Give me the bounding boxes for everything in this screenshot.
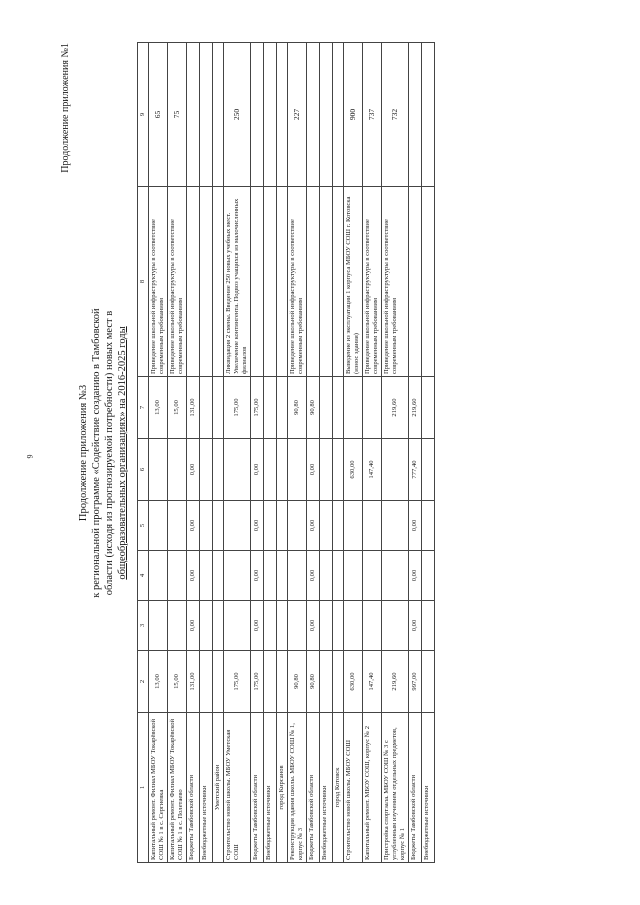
budget-row <box>187 42 200 862</box>
cell-col-6 <box>264 438 277 500</box>
cell-col-9 <box>264 42 277 186</box>
cell-col-2 <box>320 650 333 712</box>
empty-cell <box>213 500 224 550</box>
cell-col-3 <box>288 600 307 650</box>
empty-cell <box>333 500 344 550</box>
cell-col-6 <box>320 438 333 500</box>
cell-col-8 <box>187 186 200 376</box>
cell-col-9 <box>251 42 264 186</box>
cell-col-6: 147,40 <box>363 438 382 500</box>
rotated-page-content <box>60 43 580 863</box>
cell-col-8 <box>200 186 213 376</box>
empty-cell <box>277 376 288 438</box>
table-row <box>288 42 307 862</box>
cell-col-7: 219,60 <box>382 376 409 438</box>
cell-col-3: 0,00 <box>307 600 320 650</box>
cell-col-2: 219,60 <box>382 650 409 712</box>
cell-col-7 <box>320 376 333 438</box>
cell-col-4 <box>382 550 409 600</box>
cell-col-2: 90,80 <box>307 650 320 712</box>
section-row <box>333 42 344 862</box>
empty-cell <box>277 438 288 500</box>
header-cell: 1 <box>138 712 149 862</box>
empty-cell <box>213 42 224 186</box>
empty-cell <box>277 186 288 376</box>
budget-row <box>251 42 264 862</box>
cell-col-5 <box>200 500 213 550</box>
cell-col-3 <box>168 600 187 650</box>
cell-col-1: Бюджеты Тамбовской области <box>251 712 264 862</box>
title-line: Продолжение приложения №3 <box>78 384 89 521</box>
cell-col-5 <box>320 500 333 550</box>
cell-col-3 <box>344 600 363 650</box>
header-cell: 6 <box>138 438 149 500</box>
title-line: общеобразовательных организациях» на 2016-2025 годы <box>117 325 128 580</box>
cell-col-4 <box>200 550 213 600</box>
cell-col-3: 0,00 <box>251 600 264 650</box>
header-cell: 2 <box>138 650 149 712</box>
cell-col-4 <box>168 550 187 600</box>
cell-col-1: Капитальный ремонт. Филиал МБОУ Токарёвской СОШ № 1 в с. Полетаево <box>168 712 187 862</box>
section-title: город Котовск <box>333 712 344 862</box>
cell-col-7: 219,60 <box>409 376 422 438</box>
cell-col-1: Капитальный ремонт. Филиал МБОУ Токарёвской СОШ № 1 в с. Сергиевка <box>149 712 168 862</box>
cell-col-8 <box>422 186 435 376</box>
table-title <box>77 43 129 863</box>
cell-col-2: 175,00 <box>224 650 251 712</box>
cell-col-6 <box>422 438 435 500</box>
cell-col-7: 175,00 <box>224 376 251 438</box>
cell-col-4 <box>363 550 382 600</box>
cell-col-4 <box>149 550 168 600</box>
cell-col-9: 65 <box>149 42 168 186</box>
cell-col-3 <box>363 600 382 650</box>
empty-cell <box>213 438 224 500</box>
cell-col-6 <box>149 438 168 500</box>
empty-cell <box>333 438 344 500</box>
cell-col-6: 630,00 <box>344 438 363 500</box>
cell-col-1: Внебюджетные источники <box>320 712 333 862</box>
cell-col-8 <box>409 186 422 376</box>
cell-col-6 <box>288 438 307 500</box>
cell-col-1: Внебюджетные источники <box>200 712 213 862</box>
cell-col-1: Бюджеты Тамбовской области <box>187 712 200 862</box>
cell-col-5: 0,00 <box>251 500 264 550</box>
extrabudget-row <box>200 42 213 862</box>
cell-col-5 <box>422 500 435 550</box>
extrabudget-row <box>422 42 435 862</box>
title-line: к региональной программе «Содействие созданию в Тамбовской <box>91 307 102 598</box>
cell-col-8: Ликвидация 2 смены. Введение 250 новых учебных мест. Увеличение контингента. Подвоз учащихся из малочисленных филиалов <box>224 186 251 376</box>
cell-col-9 <box>187 42 200 186</box>
empty-cell <box>277 550 288 600</box>
cell-col-8: Приведение школьной инфраструктуры в соответствие современным требованиям <box>363 186 382 376</box>
cell-col-9: 737 <box>363 42 382 186</box>
cell-col-3: 0,00 <box>187 600 200 650</box>
cell-col-2 <box>200 650 213 712</box>
header-cell: 5 <box>138 500 149 550</box>
cell-col-1: Строительство новой школы. МБОУ Уметская СОШ <box>224 712 251 862</box>
table-row <box>382 42 409 862</box>
header-cell: 8 <box>138 186 149 376</box>
cell-col-7: 131,00 <box>187 376 200 438</box>
empty-cell <box>333 550 344 600</box>
cell-col-5 <box>363 500 382 550</box>
extrabudget-row <box>264 42 277 862</box>
empty-cell <box>277 650 288 712</box>
empty-cell <box>213 550 224 600</box>
cell-col-6 <box>224 438 251 500</box>
cell-col-9: 75 <box>168 42 187 186</box>
cell-col-5 <box>224 500 251 550</box>
cell-col-5: 0,00 <box>307 500 320 550</box>
cell-col-1: Внебюджетные источники <box>422 712 435 862</box>
cell-col-8 <box>320 186 333 376</box>
cell-col-9: 227 <box>288 42 307 186</box>
cell-col-8: Приведение школьной инфраструктуры в соответствие современным требованиям <box>168 186 187 376</box>
header-cell: 9 <box>138 42 149 186</box>
empty-cell <box>213 600 224 650</box>
cell-col-4: 0,00 <box>409 550 422 600</box>
table-row <box>149 42 168 862</box>
cell-col-2: 630,00 <box>344 650 363 712</box>
cell-col-5 <box>264 500 277 550</box>
title-line: области (исходя из прогнозируемой потребности) новых мест в <box>104 310 115 595</box>
cell-col-2: 175,00 <box>251 650 264 712</box>
table-row <box>363 42 382 862</box>
cell-col-8: Приведение школьной инфраструктуры в соответствие современным требованиям <box>288 186 307 376</box>
cell-col-3 <box>422 600 435 650</box>
budget-row <box>307 42 320 862</box>
cell-col-6: 0,00 <box>251 438 264 500</box>
cell-col-4: 0,00 <box>307 550 320 600</box>
cell-col-2: 131,00 <box>187 650 200 712</box>
section-title: Уметский район <box>213 712 224 862</box>
cell-col-1: Внебюджетные источники <box>264 712 277 862</box>
cell-col-9 <box>422 42 435 186</box>
cell-col-2 <box>264 650 277 712</box>
cell-col-9 <box>200 42 213 186</box>
empty-cell <box>333 600 344 650</box>
cell-col-7 <box>200 376 213 438</box>
cell-col-4 <box>224 550 251 600</box>
cell-col-6 <box>168 438 187 500</box>
cell-col-9: 732 <box>382 42 409 186</box>
cell-col-9 <box>307 42 320 186</box>
cell-col-4 <box>288 550 307 600</box>
table-row <box>344 42 363 862</box>
empty-cell <box>213 186 224 376</box>
cell-col-4 <box>422 550 435 600</box>
section-row <box>213 42 224 862</box>
header-cell: 7 <box>138 376 149 438</box>
cell-col-8 <box>307 186 320 376</box>
cell-col-5: 0,00 <box>187 500 200 550</box>
cell-col-3 <box>200 600 213 650</box>
section-title: город Кирсанов <box>277 712 288 862</box>
cell-col-7 <box>422 376 435 438</box>
cell-col-8 <box>264 186 277 376</box>
cell-col-5: 0,00 <box>409 500 422 550</box>
cell-col-5 <box>149 500 168 550</box>
empty-cell <box>277 600 288 650</box>
cell-col-7 <box>344 376 363 438</box>
table-body <box>149 42 435 862</box>
header-cell: 4 <box>138 550 149 600</box>
cell-col-4 <box>264 550 277 600</box>
cell-col-9 <box>409 42 422 186</box>
cell-col-7: 13,00 <box>149 376 168 438</box>
cell-col-2: 90,80 <box>288 650 307 712</box>
table-row <box>168 42 187 862</box>
cell-col-4: 0,00 <box>251 550 264 600</box>
cell-col-2 <box>422 650 435 712</box>
continuation-label: Продолжение приложения №1 <box>60 42 71 173</box>
cell-col-9: 900 <box>344 42 363 186</box>
cell-col-7: 15,00 <box>168 376 187 438</box>
section-row <box>277 42 288 862</box>
extrabudget-row <box>320 42 333 862</box>
cell-col-8: Приведение школьной инфраструктуры в соответствие современным требованиям <box>382 186 409 376</box>
header-cell: 3 <box>138 600 149 650</box>
cell-col-4 <box>344 550 363 600</box>
cell-col-3 <box>149 600 168 650</box>
cell-col-4: 0,00 <box>187 550 200 600</box>
table-row <box>224 42 251 862</box>
header-row <box>138 42 149 862</box>
cell-col-6 <box>200 438 213 500</box>
page-number: 9 <box>25 454 35 459</box>
cell-col-3 <box>264 600 277 650</box>
cell-col-2: 997,00 <box>409 650 422 712</box>
cell-col-2: 15,00 <box>168 650 187 712</box>
cell-col-1: Капитальный ремонт. МБОУ СОШ, корпус № 2 <box>363 712 382 862</box>
cell-col-5 <box>344 500 363 550</box>
empty-cell <box>213 650 224 712</box>
cell-col-3 <box>320 600 333 650</box>
cell-col-1: Строительство новой школы. МБОУ СОШ <box>344 712 363 862</box>
cell-col-7 <box>264 376 277 438</box>
cell-col-3 <box>382 600 409 650</box>
cell-col-7 <box>363 376 382 438</box>
cell-col-7: 90,80 <box>307 376 320 438</box>
cell-col-2: 147,40 <box>363 650 382 712</box>
cell-col-9: 250 <box>224 42 251 186</box>
cell-col-6: 0,00 <box>307 438 320 500</box>
empty-cell <box>333 376 344 438</box>
empty-cell <box>277 500 288 550</box>
cell-col-9 <box>320 42 333 186</box>
cell-col-5 <box>288 500 307 550</box>
cell-col-6: 777,40 <box>409 438 422 500</box>
budget-row <box>409 42 422 862</box>
empty-cell <box>333 650 344 712</box>
cell-col-8: Приведение школьной инфраструктуры в соответствие современным требованиям <box>149 186 168 376</box>
cell-col-4 <box>320 550 333 600</box>
programme-table <box>137 42 435 863</box>
cell-col-5 <box>168 500 187 550</box>
cell-col-8: Выведение из эксплуатации 1 корпуса МБОУ СОШ г. Котовска (износ здания) <box>344 186 363 376</box>
empty-cell <box>213 376 224 438</box>
cell-col-3: 0,00 <box>409 600 422 650</box>
cell-col-6: 0,00 <box>187 438 200 500</box>
cell-col-7: 175,00 <box>251 376 264 438</box>
empty-cell <box>333 42 344 186</box>
empty-cell <box>333 186 344 376</box>
cell-col-3 <box>224 600 251 650</box>
cell-col-6 <box>382 438 409 500</box>
cell-col-7: 90,80 <box>288 376 307 438</box>
cell-col-8 <box>251 186 264 376</box>
cell-col-1: Пристройка спортзала. МБОУ СОШ № 3 с углубленным изучением отдельных предметов, корпус № 1 <box>382 712 409 862</box>
cell-col-2: 13,00 <box>149 650 168 712</box>
cell-col-1: Бюджеты Тамбовской области <box>307 712 320 862</box>
empty-cell <box>277 42 288 186</box>
cell-col-1: Бюджеты Тамбовской области <box>409 712 422 862</box>
cell-col-1: Реконструкция здания школы. МБОУ СОШ № 1, корпус № 3 <box>288 712 307 862</box>
cell-col-5 <box>382 500 409 550</box>
